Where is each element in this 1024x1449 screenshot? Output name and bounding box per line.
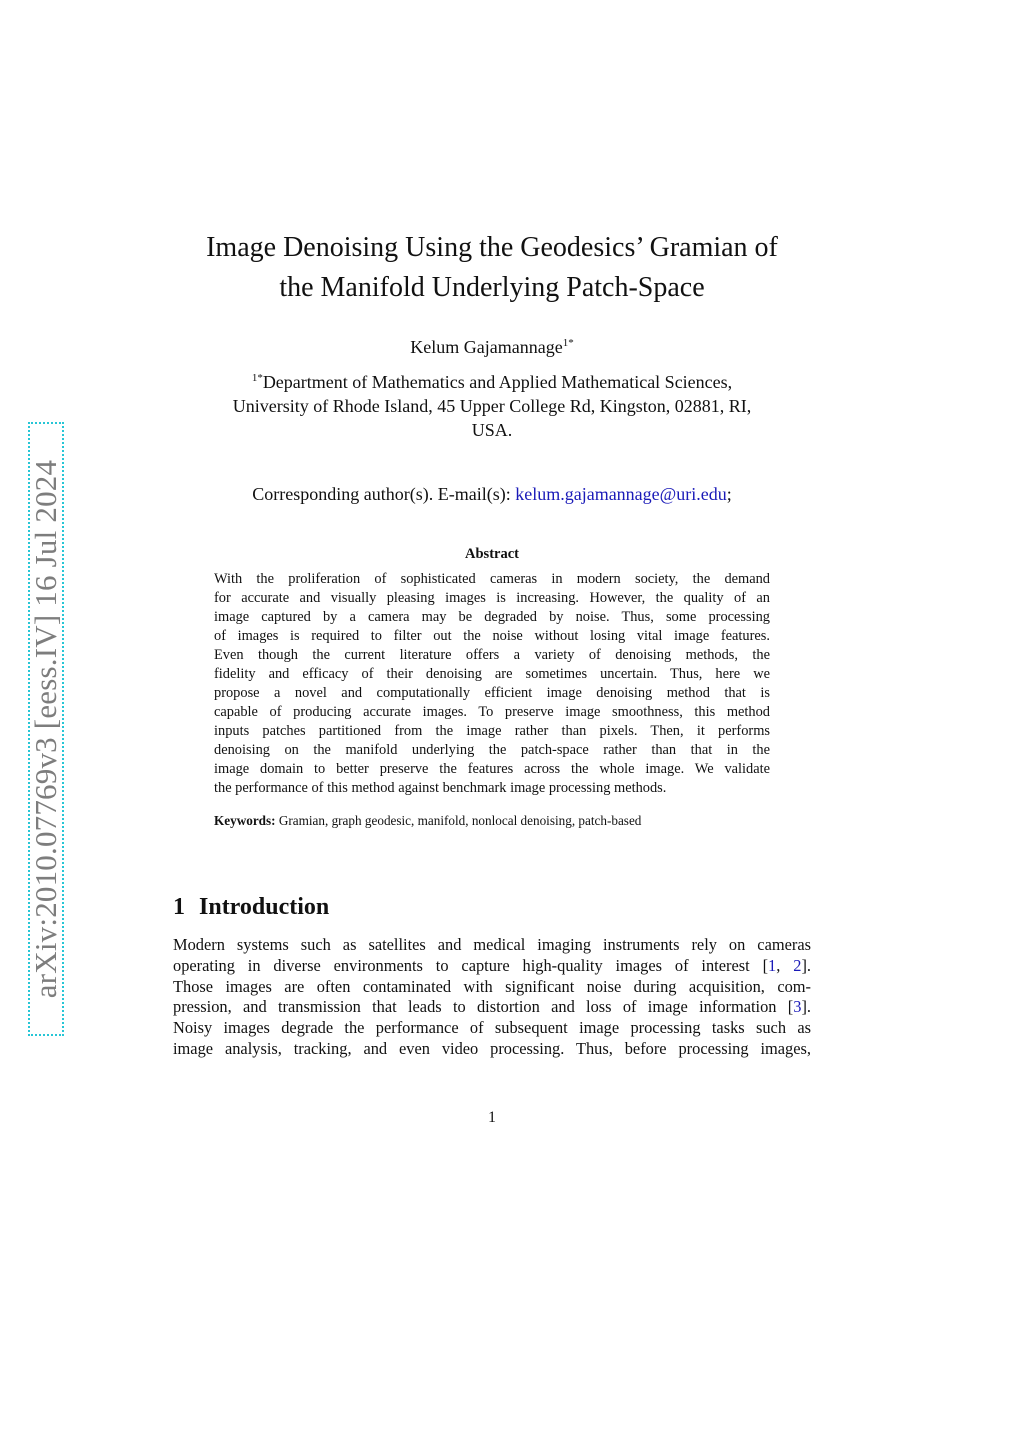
body-line: Modern systems such as satellites and medical imaging instruments rely on cameras: [173, 935, 811, 954]
abstract-line: capable of producing accurate images. To preserve image smoothness, this method: [214, 704, 770, 720]
section-number: 1: [173, 894, 185, 920]
keywords: [214, 812, 770, 830]
affiliation: [150, 370, 834, 442]
body-line: Those images are often contaminated with significant noise during acquisition, com-: [173, 976, 811, 996]
citation-link[interactable]: 2: [793, 955, 802, 975]
corresponding-suffix: ;: [726, 484, 732, 504]
affiliation-line: USA.: [471, 420, 513, 440]
body-text-span: pression, and transmission that leads to distortion and loss of image information [: [173, 997, 794, 1017]
abstract-body: [214, 570, 770, 798]
body-line: image analysis, tracking, and even video processing. Thus, before processing images,: [173, 1038, 811, 1058]
body-line: Noisy images degrade the performance of subsequent image processing tasks such as: [173, 1018, 811, 1038]
title-line: the Manifold Underlying Patch-Space: [279, 272, 705, 303]
affiliation-line: [150, 370, 834, 394]
email-link[interactable]: kelum.gajamannage@uri.edu: [515, 484, 727, 504]
abstract-line: With the proliferation of sophisticated cameras in modern society, the demand: [214, 571, 770, 587]
abstract-line: denoising on the manifold underlying the patch-space rather than that in the: [214, 742, 770, 758]
abstract-line: image captured by a camera may be degraded by noise. Thus, some processing: [214, 609, 770, 625]
abstract-heading: Abstract: [465, 546, 519, 562]
body-text-span: ,: [776, 955, 794, 975]
page-number: 1: [488, 1109, 496, 1126]
body-text-span: ].: [801, 997, 811, 1017]
body-text-span: operating in diverse environments to capture high-quality images of interest [: [173, 955, 769, 975]
title-line: Image Denoising Using the Geodesics’ Gramian of: [206, 232, 778, 263]
corresponding-label: Corresponding author(s). E-mail(s):: [252, 484, 516, 504]
paper-title: [150, 228, 834, 308]
abstract-line: of images is required to filter out the noise without losing vital image features.: [214, 628, 770, 644]
abstract-line: for accurate and visually pleasing images is increasing. However, the quality of an: [214, 590, 770, 606]
abstract-line: fidelity and efficacy of their denoising are sometimes uncertain. Thus, here we: [214, 666, 770, 682]
abstract-line: image domain to better preserve the features across the whole image. We validate: [214, 761, 770, 777]
affiliation-text: Department of Mathematics and Applied Mathematical Sciences,: [262, 372, 733, 392]
introduction-text: [173, 935, 811, 1060]
citation-link[interactable]: 3: [793, 997, 802, 1017]
author: [150, 334, 834, 360]
body-line: [173, 997, 811, 1018]
corresponding-author: [150, 482, 834, 506]
abstract-line: Even though the current literature offers a variety of denoising methods, the: [214, 647, 770, 663]
keywords-label: Keywords:: [214, 813, 276, 828]
affiliation-marker: 1*: [251, 372, 263, 384]
abstract-line: the performance of this method against benchmark image processing methods.: [214, 780, 667, 796]
section-title: Introduction: [199, 894, 330, 920]
body-line: [173, 956, 811, 977]
citation-link[interactable]: 1: [768, 955, 777, 975]
abstract-line: propose a novel and computationally efficient image denoising method that is: [214, 685, 770, 701]
section-heading: [173, 892, 329, 922]
abstract-line: inputs patches partitioned from the image rather than pixels. Then, it performs: [214, 723, 770, 739]
body-text-span: ].: [801, 955, 811, 975]
affiliation-line: University of Rhode Island, 45 Upper College Rd, Kingston, 02881, RI,: [232, 396, 752, 416]
keywords-text: Gramian, graph geodesic, manifold, nonlocal denoising, patch-based: [278, 813, 642, 828]
author-name: Kelum Gajamannage: [410, 337, 563, 357]
arxiv-stamp-text[interactable]: arXiv:2010.07769v3 [eess.IV] 16 Jul 2024: [28, 459, 63, 999]
author-affiliation-marker: 1*: [562, 337, 574, 349]
